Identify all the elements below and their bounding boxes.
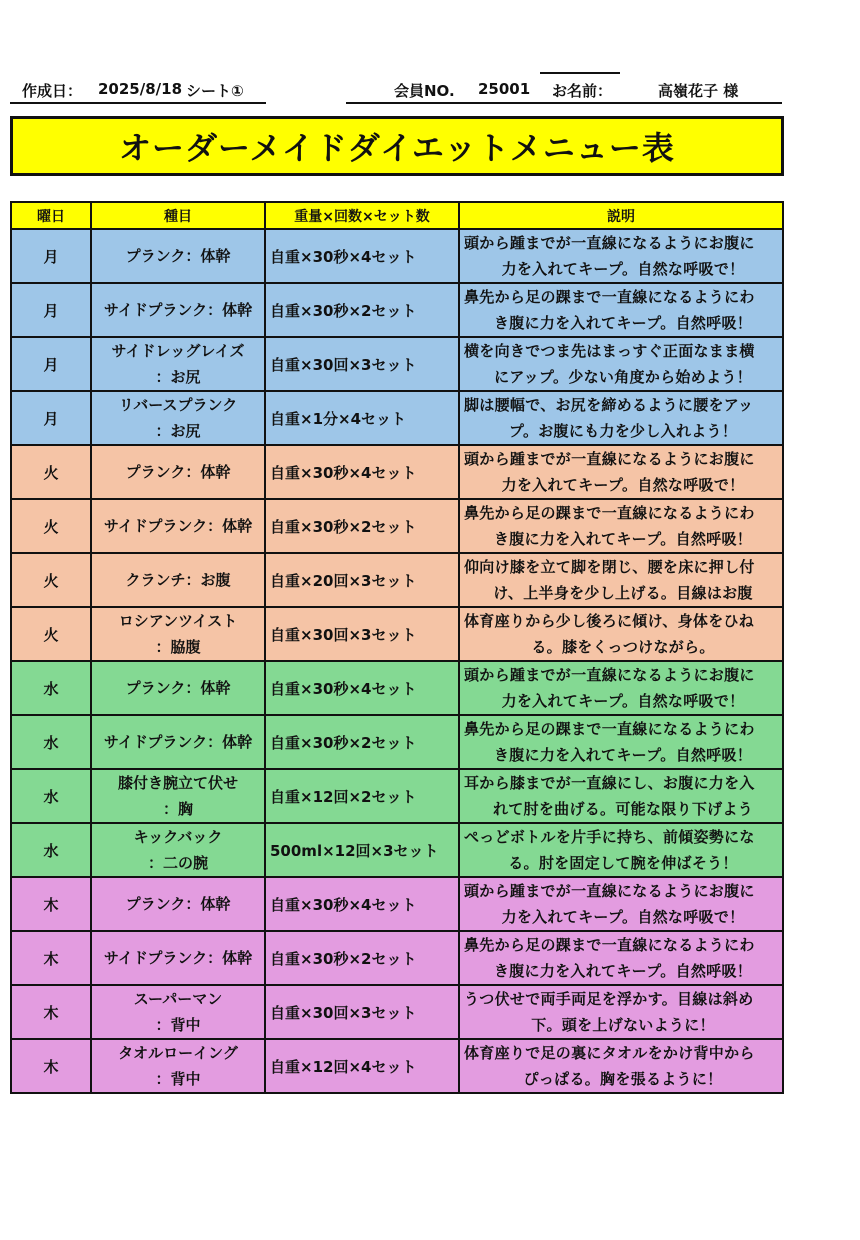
table-header-row [11, 202, 783, 229]
amount-cell: 自重×30回×3セット [265, 985, 459, 1039]
name-label: お名前： [552, 82, 613, 100]
description-cell [459, 931, 783, 985]
description-cell [459, 607, 783, 661]
exercise-cell [91, 931, 265, 985]
exercise-cell [91, 1039, 265, 1093]
table-row [11, 499, 783, 553]
exercise-name: タオルローイング [118, 1044, 238, 1062]
exercise-cell [91, 877, 265, 931]
description-line-1: 頭から踵までが一直線になるようにお腹に [464, 882, 755, 900]
header-amount: 重量×回数×セット数 [265, 202, 459, 229]
description-cell [459, 283, 783, 337]
member-label: 会員NO. [394, 82, 455, 100]
member-info-field [346, 76, 782, 104]
exercise-cell [91, 823, 265, 877]
description-cell [459, 445, 783, 499]
exercise-cell [91, 391, 265, 445]
table-row [11, 229, 783, 283]
exercise-cell [91, 553, 265, 607]
description-line-2: る。膝をくっつけながら。 [531, 638, 715, 656]
description-line-2: にアップ。少ない角度から始めよう！ [494, 368, 752, 386]
exercise-cell [91, 229, 265, 283]
description-cell [459, 769, 783, 823]
amount-cell: 自重×30秒×2セット [265, 283, 459, 337]
created-label: 作成日： [22, 82, 83, 100]
description-line-1: うつ伏せで両手両足を浮かす。目線は斜め [464, 990, 754, 1008]
amount-cell: 自重×30秒×4セット [265, 445, 459, 499]
created-date: 2025/8/18 [98, 80, 183, 98]
exercise-target: ：背中 [155, 1016, 201, 1034]
description-cell [459, 229, 783, 283]
description-line-2: 力を入れてキープ。自然な呼吸で！ [501, 476, 745, 494]
description-line-1: 体育座りから少し後ろに傾け、身体をひね [464, 612, 755, 630]
exercise-name: サイドプランク：体幹 [103, 733, 253, 751]
description-line-2: き腹に力を入れてキープ。自然呼吸！ [493, 962, 753, 980]
table-row [11, 1039, 783, 1093]
table-row [11, 769, 783, 823]
day-cell: 水 [11, 823, 91, 877]
day-cell: 月 [11, 337, 91, 391]
table-row [11, 337, 783, 391]
created-date-field [10, 76, 266, 104]
description-line-1: 横を向きでつま先はまっすぐ正面なまま横 [464, 342, 755, 360]
description-line-2: る。肘を固定して腕を伸ばそう！ [508, 854, 738, 872]
table-row [11, 985, 783, 1039]
table-row [11, 283, 783, 337]
amount-cell: 自重×30秒×4セット [265, 877, 459, 931]
description-line-2: 下。頭を上げないように！ [531, 1016, 715, 1034]
amount-cell: 自重×30回×3セット [265, 607, 459, 661]
day-cell: 火 [11, 553, 91, 607]
exercise-name: サイドプランク：体幹 [103, 301, 253, 319]
exercise-target: ：胸 [162, 800, 193, 818]
description-line-1: 仰向け膝を立て脚を閉じ、腰を床に押し付 [464, 558, 755, 576]
exercise-cell [91, 499, 265, 553]
exercise-target: ：お尻 [155, 368, 201, 386]
description-cell [459, 985, 783, 1039]
exercise-target: ：背中 [155, 1070, 201, 1088]
day-cell: 木 [11, 877, 91, 931]
description-line-1: 鼻先から足の踝まで一直線になるようにわ [464, 936, 755, 954]
description-line-1: 体育座りで足の裏にタオルをかけ背中から [464, 1044, 755, 1062]
exercise-cell [91, 661, 265, 715]
amount-cell: 自重×30秒×2セット [265, 931, 459, 985]
description-line-2: れて肘を曲げる。可能な限り下げよう [492, 800, 754, 818]
exercise-name: プランク：体幹 [125, 463, 231, 481]
day-cell: 水 [11, 715, 91, 769]
day-cell: 火 [11, 445, 91, 499]
sheet-header [0, 70, 860, 106]
exercise-target: ：脇腹 [155, 638, 201, 656]
description-line-1: 脚は腰幅で、お尻を締めるように腰をアッ [464, 396, 754, 414]
exercise-name: サイドプランク：体幹 [103, 949, 253, 967]
description-line-1: 耳から膝までが一直線にし、お腹に力を入 [464, 774, 755, 792]
table-row [11, 931, 783, 985]
day-cell: 木 [11, 1039, 91, 1093]
member-number: 25001 [478, 80, 531, 98]
description-line-2: ぴっぱる。胸を張るように！ [523, 1070, 723, 1088]
description-line-2: け、上半身を少し上げる。目線はお腹 [493, 584, 753, 602]
amount-cell: 自重×1分×4セット [265, 391, 459, 445]
exercise-name: サイドプランク：体幹 [103, 517, 253, 535]
description-cell [459, 499, 783, 553]
description-line-2: 力を入れてキープ。自然な呼吸で！ [501, 260, 745, 278]
table-row [11, 823, 783, 877]
description-line-1: ぺっどボトルを片手に持ち、前傾姿勢にな [464, 828, 755, 846]
description-cell [459, 715, 783, 769]
description-line-2: き腹に力を入れてキープ。自然呼吸！ [493, 314, 753, 332]
member-name: 高嶺花子 様 [658, 82, 739, 100]
exercise-cell [91, 607, 265, 661]
day-cell: 火 [11, 499, 91, 553]
description-cell [459, 391, 783, 445]
table-row [11, 607, 783, 661]
amount-cell: 自重×30秒×4セット [265, 229, 459, 283]
table-row [11, 715, 783, 769]
exercise-cell [91, 715, 265, 769]
amount-cell: 自重×30回×3セット [265, 337, 459, 391]
description-line-1: 鼻先から足の踝まで一直線になるようにわ [464, 504, 755, 522]
table-row [11, 877, 783, 931]
amount-cell: 自重×12回×4セット [265, 1039, 459, 1093]
sheet-number: シート① [186, 82, 244, 100]
description-line-1: 頭から踵までが一直線になるようにお腹に [464, 234, 755, 252]
description-line-1: 鼻先から足の踝まで一直線になるようにわ [464, 288, 755, 306]
amount-cell: 自重×30秒×2セット [265, 499, 459, 553]
day-cell: 月 [11, 229, 91, 283]
header-day: 曜日 [11, 202, 91, 229]
exercise-name: キックバック [133, 828, 223, 846]
table-row [11, 553, 783, 607]
exercise-name: スーパーマン [133, 990, 223, 1008]
exercise-cell [91, 283, 265, 337]
amount-cell: 500ml×12回×3セット [265, 823, 459, 877]
day-cell: 水 [11, 769, 91, 823]
exercise-cell [91, 445, 265, 499]
description-line-1: 頭から踵までが一直線になるようにお腹に [464, 450, 755, 468]
day-cell: 月 [11, 391, 91, 445]
header-exercise: 種目 [91, 202, 265, 229]
description-line-2: プ。お腹にも力を少し入れよう！ [508, 422, 738, 440]
day-cell: 木 [11, 931, 91, 985]
day-cell: 火 [11, 607, 91, 661]
description-line-2: 力を入れてキープ。自然な呼吸で！ [501, 908, 745, 926]
exercise-cell [91, 769, 265, 823]
day-cell: 水 [11, 661, 91, 715]
exercise-name: クランチ：お腹 [125, 571, 231, 589]
header-description: 説明 [459, 202, 783, 229]
exercise-target: ：お尻 [155, 422, 201, 440]
exercise-name: サイドレッグレイズ [111, 342, 245, 360]
day-cell: 月 [11, 283, 91, 337]
description-cell [459, 337, 783, 391]
exercise-cell [91, 337, 265, 391]
exercise-cell [91, 985, 265, 1039]
table-row [11, 445, 783, 499]
table-row [11, 661, 783, 715]
amount-cell: 自重×12回×2セット [265, 769, 459, 823]
name-overline [540, 72, 620, 74]
day-cell: 木 [11, 985, 91, 1039]
exercise-target: ：二の腕 [147, 854, 208, 872]
exercise-name: プランク：体幹 [125, 895, 231, 913]
amount-cell: 自重×30秒×2セット [265, 715, 459, 769]
description-cell [459, 877, 783, 931]
diet-menu-table [10, 201, 784, 1094]
exercise-name: プランク：体幹 [125, 679, 231, 697]
amount-cell: 自重×30秒×4セット [265, 661, 459, 715]
description-cell [459, 553, 783, 607]
amount-cell: 自重×20回×3セット [265, 553, 459, 607]
description-line-2: き腹に力を入れてキープ。自然呼吸！ [493, 746, 753, 764]
exercise-name: プランク：体幹 [125, 247, 231, 265]
description-line-1: 鼻先から足の踝まで一直線になるようにわ [464, 720, 755, 738]
exercise-name: リバースプランク [118, 396, 238, 414]
description-line-2: き腹に力を入れてキープ。自然呼吸！ [493, 530, 753, 548]
description-line-2: 力を入れてキープ。自然な呼吸で！ [501, 692, 745, 710]
description-line-1: 頭から踵までが一直線になるようにお腹に [464, 666, 755, 684]
page-title: オーダーメイドダイエットメニュー表 [10, 116, 784, 176]
exercise-name: 膝付き腕立て伏せ [117, 774, 238, 792]
description-cell [459, 823, 783, 877]
description-cell [459, 1039, 783, 1093]
table-row [11, 391, 783, 445]
exercise-name: ロシアンツイスト [118, 612, 238, 630]
description-cell [459, 661, 783, 715]
